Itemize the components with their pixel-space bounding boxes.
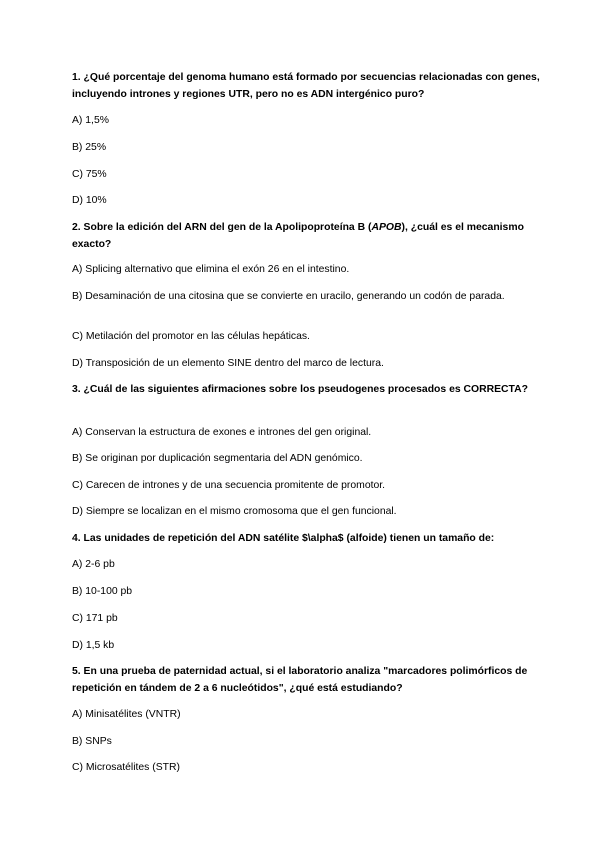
question-4-option-b: B) 10-100 pb xyxy=(72,586,133,597)
question-3-option-b: B) Se originan por duplicación segmentaria del ADN genómico. xyxy=(72,453,363,464)
question-5-option-c: C) Microsatélites (STR) xyxy=(72,762,180,773)
question-3-option-c: C) Carecen de intrones y de una secuencia promitente de promotor. xyxy=(72,480,386,491)
question-4-option-c: C) 171 pb xyxy=(72,613,118,624)
question-5-title: 5. En una prueba de paternidad actual, si el laboratorio analiza "marcadores polimórficos de repetición en tándem de 2 a 6 nucleótidos", ¿qué está estudiando? xyxy=(72,666,528,694)
question-2-gene-name: APOB xyxy=(371,222,402,233)
question-2-option-b: B) Desaminación de una citosina que se convierte en uracilo, generando un codón de parada. xyxy=(72,291,505,302)
question-2-option-a: A) Splicing alternativo que elimina el exón 26 en el intestino. xyxy=(72,264,350,275)
question-1-option-c: C) 75% xyxy=(72,169,107,180)
question-1-option-d: D) 10% xyxy=(72,195,107,206)
question-4-option-d: D) 1,5 kb xyxy=(72,640,115,651)
question-1-title: 1. ¿Qué porcentaje del genoma humano está formado por secuencias relacionadas con genes, incluyendo intrones y regiones UTR, pero no es ADN intergénico puro? xyxy=(72,72,540,100)
question-2-title-start: 2. Sobre la edición del ARN del gen de la Apolipoproteína B ( xyxy=(72,222,372,233)
question-5-option-a: A) Minisatélites (VNTR) xyxy=(72,709,181,720)
question-2-option-d: D) Transposición de un elemento SINE dentro del marco de lectura. xyxy=(72,358,384,369)
question-3-option-a: A) Conservan la estructura de exones e intrones del gen original. xyxy=(72,427,372,438)
question-3-title: 3. ¿Cuál de las siguientes afirmaciones sobre los pseudogenes procesados es CORRECTA? xyxy=(72,384,528,395)
question-5-option-b: B) SNPs xyxy=(72,736,112,747)
question-4-option-a: A) 2-6 pb xyxy=(72,559,115,570)
question-1-option-a: A) 1,5% xyxy=(72,115,109,126)
question-2-title xyxy=(72,219,542,253)
question-2-option-c: C) Metilación del promotor en las células hepáticas. xyxy=(72,331,310,342)
question-2-title-end: ), ¿cuál es el mecanismo exacto? xyxy=(72,222,524,250)
question-3-option-d: D) Siempre se localizan en el mismo cromosoma que el gen funcional. xyxy=(72,506,397,517)
question-1-option-b: B) 25% xyxy=(72,142,107,153)
question-4-title: 4. Las unidades de repetición del ADN satélite $\alpha$ (alfoide) tienen un tamaño de: xyxy=(72,533,495,544)
